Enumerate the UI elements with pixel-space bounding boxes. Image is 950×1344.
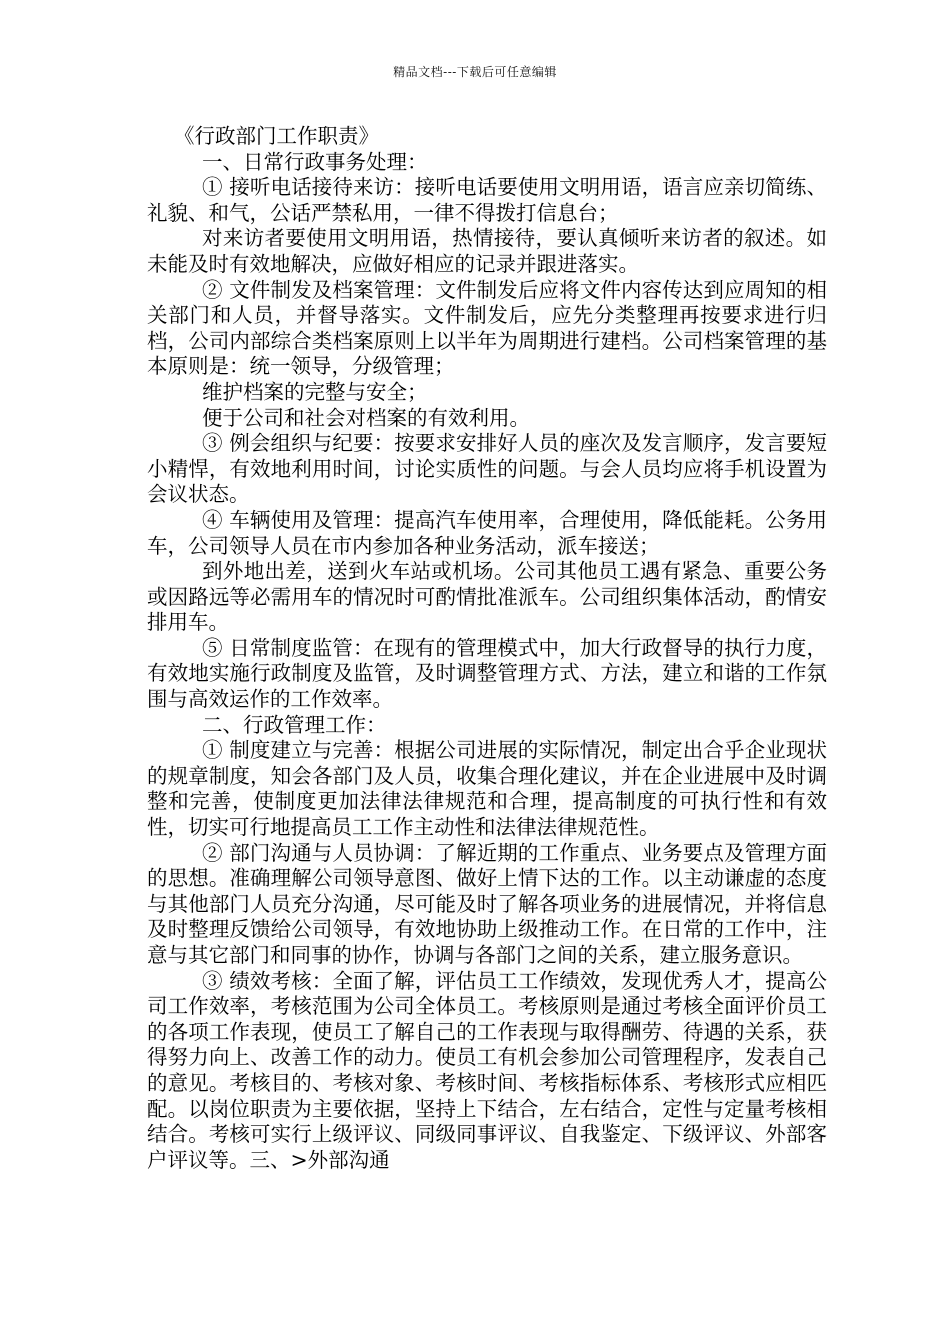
paragraph-phone-reception: ① 接听电话接待来访：接听电话要使用文明用语，语言应亲切简练、礼貌、和气，公话严禁私用，一律不得拨打信息台； bbox=[147, 175, 827, 225]
paragraph-documents-archives: ② 文件制发及档案管理：文件制发后应将文件内容传达到应周知的相关部门和人员，并督导落实。文件制发后，应先分类整理再按要求进行归档，公司内部综合类档案原则上以半年为周期进行建档。公司档案管理的基本原则是：统一领导，分级管理； bbox=[147, 277, 827, 379]
section-heading-2: 二、行政管理工作： bbox=[202, 712, 387, 737]
page-header: 精品文档---下载后可任意编辑 bbox=[393, 65, 557, 79]
document-title: 《行政部门工作职责》 bbox=[174, 124, 379, 148]
paragraph-visitors: 对来访者要使用文明用语，热情接待，要认真倾听来访者的叙述。如未能及时有效地解决，应做好相应的记录并跟进落实。 bbox=[147, 226, 827, 276]
paragraph-vehicle-trips: 到外地出差，送到火车站或机场。公司其他员工遇有紧急、重要公务或因路远等必需用车的情况时可酌情批准派车。公司组织集体活动，酌情安排用车。 bbox=[147, 559, 827, 635]
document-body bbox=[147, 124, 827, 1173]
paragraph-daily-supervision: ⑤ 日常制度监管：在现有的管理模式中，加大行政督导的执行力度，有效地实施行政制度及监管，及时调整管理方式、方法，建立和谐的工作氛围与高效运作的工作效率。 bbox=[147, 635, 827, 712]
paragraph-meetings: ③ 例会组织与纪要：按要求安排好人员的座次及发言顺序，发言要短小精悍，有效地利用时间，讨论实质性的问题。与会人员均应将手机设置为会议状态。 bbox=[147, 431, 827, 507]
paragraph-communication: ② 部门沟通与人员协调：了解近期的工作重点、业务要点及管理方面的思想。准确理解公司领导意图、做好上情下达的工作。以主动谦虚的态度与其他部门人员充分沟通，尽可能及时了解各项业务的进展情况，并将信息及时整理反馈给公司领导，有效地协助上级推动工作。在日常的工作中，注意与其它部门和同事的协作，协调与各部门之间的关系，建立服务意识。 bbox=[147, 840, 827, 967]
paragraph-performance: ③ 绩效考核：全面了解，评估员工工作绩效，发现优秀人才，提高公司工作效率，考核范围为公司全体员工。考核原则是通过考核全面评价员工的各项工作表现，使员工了解自己的工作表现与取得酬劳、待遇的关系，获得努力向上、改善工作的动力。使员工有机会参加公司管理程序，发表自己的意见。考核目的、考核对象、考核时间、考核指标体系、考核形式应相匹配。以岗位职责为主要依据，坚持上下结合，左右结合，定性与定量考核相结合。考核可实行上级评议、同级同事评议、自我鉴定、下级评议、外部客户评议等。三、>外部沟通 bbox=[147, 968, 827, 1172]
paragraph-vehicles: ④ 车辆使用及管理：提高汽车使用率，合理使用，降低能耗。公务用车，公司领导人员在市内参加各种业务活动，派车接送； bbox=[147, 507, 827, 558]
paragraph-rules: ① 制度建立与完善：根据公司进展的实际情况，制定出合乎企业现状的规章制度，知会各部门及人员，收集合理化建议，并在企业进展中及时调整和完善，使制度更加法律法律规范和合理，提高制度的可执行性和有效性，切实可行地提高员工工作主动性和法律法律规范性。 bbox=[147, 738, 827, 840]
paragraph-archive-integrity: 维护档案的完整与安全； bbox=[202, 379, 428, 404]
paragraph-archive-use: 便于公司和社会对档案的有效利用。 bbox=[202, 405, 530, 430]
section-heading-1: 一、日常行政事务处理： bbox=[202, 149, 428, 174]
